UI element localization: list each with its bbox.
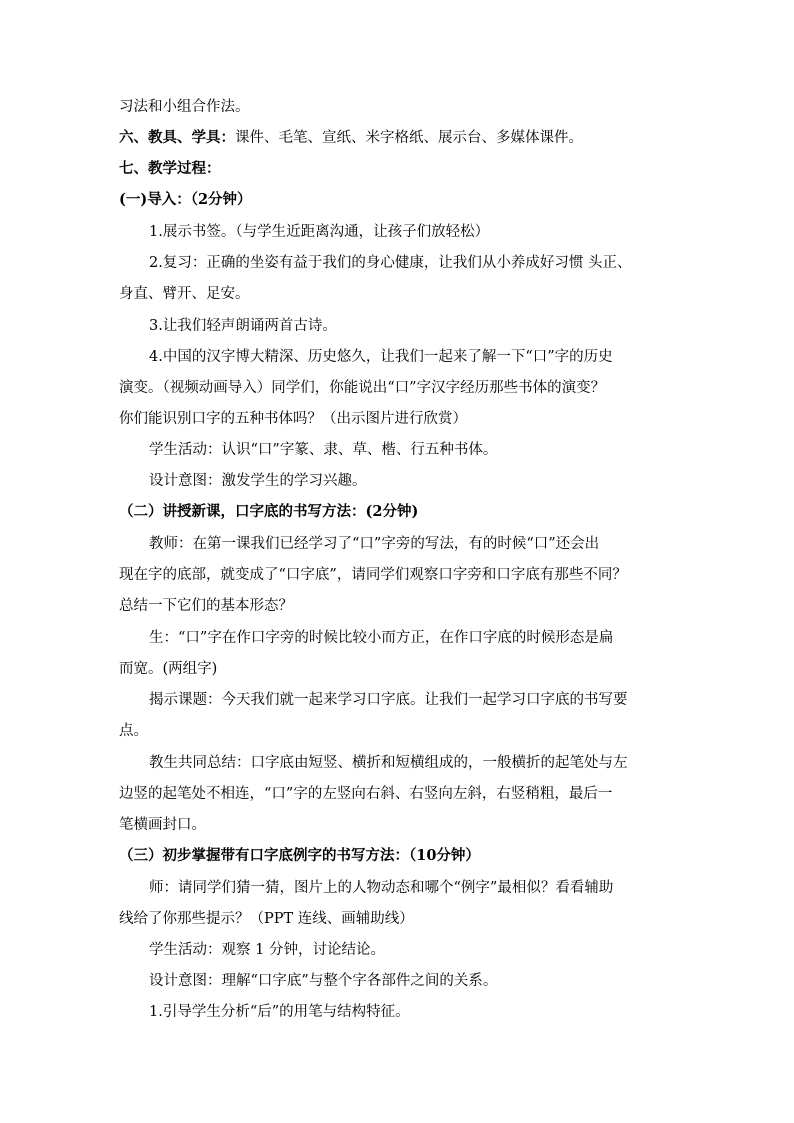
text-line-8: 3.让我们轻声朗诵两首古诗。 xyxy=(149,318,337,334)
text-line-11: 你们能识别口字的五种书体吗？（出示图片进行欣赏） xyxy=(119,411,467,427)
text-line-10: 演变。（视频动画导入）同学们，你能说出“口”字汉字经历那些书体的演变？ xyxy=(119,380,606,396)
section-6-heading: 六、教具、学具： xyxy=(119,129,235,146)
subsection-2-heading: （二）讲授新课，口字底的书写方法：(2分钟) xyxy=(119,503,419,520)
text-line-24: 笔横画封口。 xyxy=(119,817,206,833)
text-line-7: 身直、臂开、足安。 xyxy=(119,286,250,302)
section-6-body: 课件、毛笔、宣纸、米字格纸、展示台、多媒体课件。 xyxy=(235,130,583,146)
text-line-17: 总结一下它们的基本形态？ xyxy=(119,598,293,614)
text-line-23: 边竖的起笔处不相连，“口”字的左竖向右斜、右竖向左斜，右竖稍粗，最后一 xyxy=(119,786,613,802)
text-line-6: 2.复习：正确的坐姿有益于我们的身心健康，让我们从小养成好习惯 头正、 xyxy=(149,255,632,271)
text-line-5: 1.展示书签。（与学生近距离沟通，让孩子们放轻松） xyxy=(149,224,490,240)
text-line-9: 4.中国的汉字博大精深、历史悠久，让我们一起来了解一下“口”字的历史 xyxy=(149,349,613,365)
text-line-15: 教师：在第一课我们已经学习了“口”字旁的写法，有的时候“口”还会出 xyxy=(149,536,600,552)
subsection-3-heading: （三）初步掌握带有口字底例字的书写方法：（10分钟） xyxy=(119,847,480,864)
text-line-29: 设计意图：理解“口字底”与整个字各部件之间的关系。 xyxy=(149,973,498,989)
text-line-18: 生：“口”字在作口字旁的时候比较小而方正，在作口字底的时候形态是扁 xyxy=(149,630,614,646)
subsection-1-heading: (一)导入：（2分钟） xyxy=(119,191,252,208)
text-line-28: 学生活动：观察 1 分钟，讨论结论。 xyxy=(149,942,385,958)
text-line-22: 教生共同总结：口字底由短竖、横折和短横组成的，一般横折的起笔处与左 xyxy=(149,755,628,771)
text-line-1: 习法和小组合作法。 xyxy=(119,99,250,115)
text-line-2 xyxy=(119,129,583,147)
text-line-20: 揭示课题：今天我们就一起来学习口字底。让我们一起学习口字底的书写要 xyxy=(149,692,628,708)
text-line-13: 设计意图：激发学生的学习兴趣。 xyxy=(149,473,367,489)
text-line-12: 学生活动：认识“口”字篆、隶、草、楷、行五种书体。 xyxy=(149,442,498,458)
text-line-26: 师：请同学们猜一猜，图片上的人物动态和哪个“例字”最相似？看看辅助 xyxy=(149,880,614,896)
text-line-16: 现在字的底部，就变成了“口字底”，请同学们观察口字旁和口字底有那些不同？ xyxy=(119,567,627,583)
text-line-27: 线给了你那些提示？（PPT 连线、画辅助线） xyxy=(119,911,414,927)
text-line-21: 点。 xyxy=(119,723,148,739)
section-7-heading: 七、教学过程： xyxy=(119,160,221,177)
text-line-19: 而宽。(两组字) xyxy=(119,661,218,677)
text-line-30: 1.引导学生分析“后”的用笔与结构特征。 xyxy=(149,1004,410,1020)
